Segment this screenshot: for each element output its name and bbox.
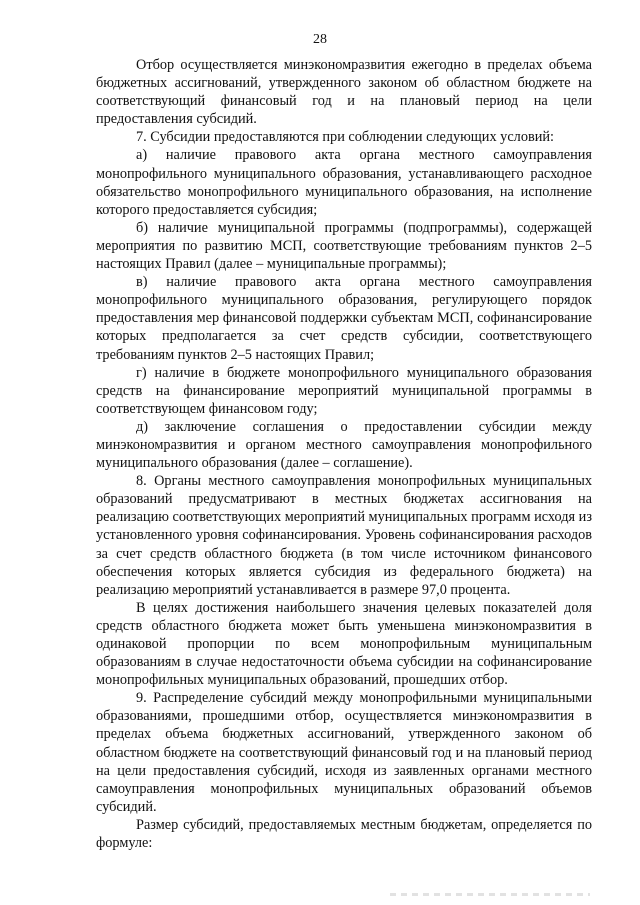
paragraph-condition-d: д) заключение соглашения о предоставлении субсидии между минэкономразвития и органом местного самоуправления монопрофильного муниципального образования (далее – соглашение). bbox=[96, 418, 592, 472]
paragraph-selection-schedule: Отбор осуществляется минэкономразвития ежегодно в пределах объема бюджетных ассигнований, утвержденного законом об областном бюджете на соответствующий финансовый год и на плановый период на цели предоставления субсидий. bbox=[96, 57, 592, 128]
document-body bbox=[96, 56, 592, 852]
paragraph-condition-b: б) наличие муниципальной программы (подпрограммы), содержащей мероприятия по развитию МСП, соответствующие требованиям пунктов 2–5 настоящих Правил (далее – муниципальные программы); bbox=[96, 219, 592, 273]
paragraph-formula-intro: Размер субсидий, предоставляемых местным бюджетам, определяется по формуле: bbox=[96, 816, 592, 852]
paragraph-item-7: 7. Субсидии предоставляются при соблюдении следующих условий: bbox=[136, 129, 554, 146]
paragraph-item-9: 9. Распределение субсидий между монопрофильными муниципальными образованиями, прошедшими отбор, осуществляется минэкономразвития в пределах объема бюджетных ассигнований, утвержденного законом об областном бюджете на соответствующий финансовый год и на плановый период на цели предоставления субсидий, исходя из заявленных органами местного самоуправления монопрофильных муниципальных образований объемов субсидий. bbox=[96, 690, 592, 815]
page-number: 28 bbox=[313, 32, 327, 47]
paragraph-share-reduction: В целях достижения наибольшего значения целевых показателей доля средств областного бюджета может быть уменьшена минэкономразвития в одинаковой пропорции по всем монопрофильным муниципальным образованиям в случае недостаточности объема субсидии на софинансирование монопрофильных муниципальных образований, прошедших отбор. bbox=[96, 599, 592, 689]
paragraph-item-8: 8. Органы местного самоуправления монопрофильных муниципальных образований предусматривают в местных бюджетах ассигнования на реализацию соответствующих мероприятий муниципальных программ исходя из установленного уровня софинансирования. Уровень софинансирования расходов за счет средств областного бюджета (в том числе источником финансового обеспечения которых является субсидия из федерального бюджета) на реализацию мероприятий устанавливается в размере 97,0 процента. bbox=[96, 473, 592, 598]
paragraph-condition-v: в) наличие правового акта органа местного самоуправления монопрофильного муниципального образования, регулирующего порядок предоставления мер финансовой поддержки субъектам МСП, софинансирование которых предполагается за счет средств субсидии, соответствующего требованиям пунктов 2–5 настоящих Правил; bbox=[96, 274, 592, 363]
paragraph-condition-g: г) наличие в бюджете монопрофильного муниципального образования средств на финансирование мероприятий муниципальной программы в соответствующем финансовом году; bbox=[96, 364, 592, 417]
paragraph-condition-a: а) наличие правового акта органа местного самоуправления монопрофильного муниципального образования, устанавливающего расходное обязательство монопрофильного муниципального образования, на исполнение которого предоставляется субсидия; bbox=[96, 147, 592, 218]
scan-footer-mark bbox=[390, 893, 590, 896]
